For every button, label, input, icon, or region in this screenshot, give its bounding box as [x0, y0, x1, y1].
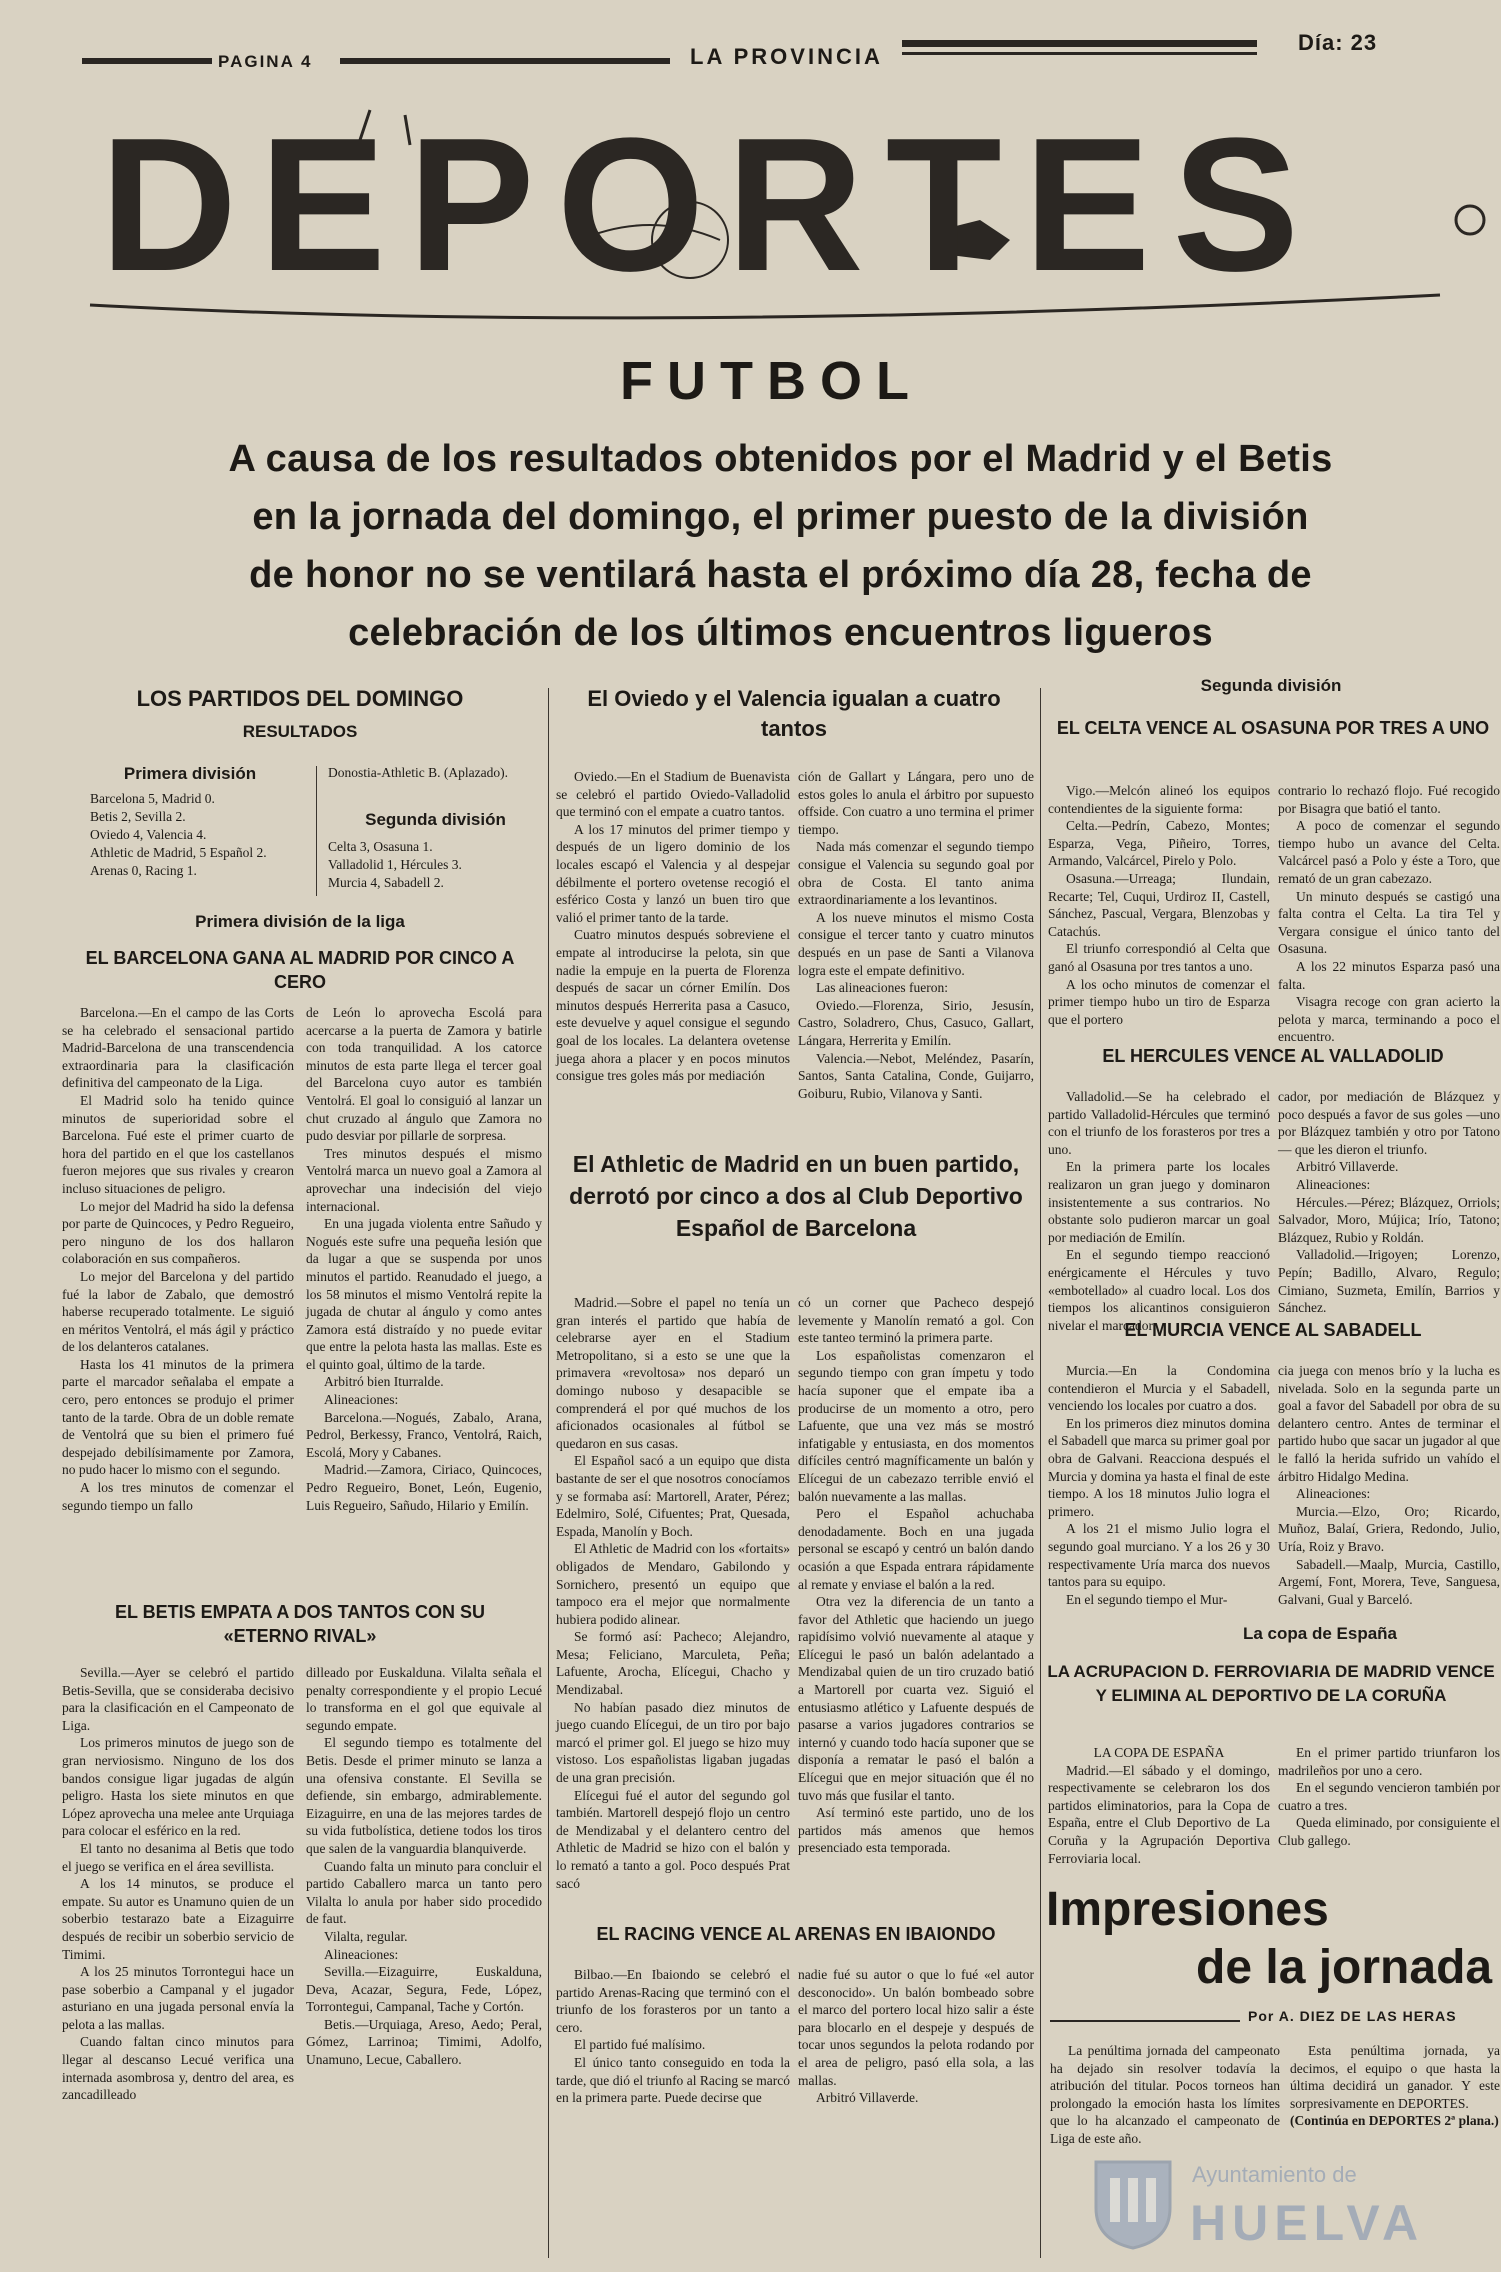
paragraph: Alineaciones: — [1296, 1486, 1371, 1502]
paragraph: Cuatro minutos después sobreviene el empate al introducirse la pelota, sin que nadie la empuje en la puerta de Florenza después de sacar un córner Emilín. Dos minutos después Herrerita pasa a Casuco, este devuelve y aquel consigue el segundo goal de los locales. La delantera ovetense juega ahora a placer y en pocos minutos consigue tres goles más por mediación — [556, 927, 790, 1084]
paragraph: En una jugada violenta entre Sañudo y Nogués este sufre una pequeña lesión que da lugar a que se suspenda por unos minutos el partido. Reanudado el juego, a los 58 minutos el mismo Ventolrá repite la jugada de chutar al ángulo y como antes Zamora está distraído y no puede evitar que entre la pelota hasta las mallas. Este es el quinto goal, último de la tarde. — [306, 1216, 542, 1372]
paragraph: Hércules.—Pérez; Blázquez, Orriols; Salvador, Moro, Mújica; Irío, Tatono; Blázquez, Rubio y Roldán. — [1278, 1194, 1500, 1245]
section-title: DEPORTES — [100, 99, 1322, 311]
athletic-col-2 — [798, 1294, 1034, 1908]
paragraph: Madrid.—El sábado y el domingo, respectivamente se celebraron los dos partidos eliminatorios, para la Copa de España, entre el Club Deportivo de La Coruña y la Agrupación Deportiva Ferroviaria local. — [1048, 1762, 1270, 1866]
main-headline-line-1: A causa de los resultados obtenidos por el Madrid y el Betis — [228, 438, 1333, 480]
paragraph: Cuando falta un minuto para concluir el partido Caballero marca un tanto pero Vilalta lo anula por haber sido procedido de faut. — [306, 1858, 542, 1927]
paragraph: Un minuto después se castigó una falta contra el Celta. La tira Tel y Vergara consigue el único tanto del Osasuna. — [1278, 888, 1500, 957]
celta-headline: EL CELTA VENCE AL OSASUNA POR TRES A UNO — [1056, 718, 1490, 738]
paragraph: A los 21 el mismo Julio logra el segundo goal murciano. Y a los 26 y 30 respectivamente Uría marca dos nuevos tantos para su equipo. — [1048, 1521, 1270, 1590]
paragraph: Arbitró Villaverde. — [816, 2090, 919, 2106]
paragraph: Barcelona.—En el campo de las Corts se ha celebrado el sensacional partido Madrid-Barcelona de una transcendencia extraordinaria para la clasificación definitiva del campeonato de la Liga. — [62, 1005, 294, 1091]
main-headline-line-2: en la jornada del domingo, el primer puesto de la división — [252, 496, 1309, 538]
paragraph: ción de Gallart y Lángara, pero uno de estos goles lo anula el árbitro por supuesto offside. Con cuatro a uno termina el primer tiempo. — [798, 769, 1034, 837]
masthead-rule-right — [902, 40, 1257, 47]
paragraph: Vilalta, regular. — [324, 1928, 408, 1944]
paragraph: A los ocho minutos de comenzar el primer tiempo hubo un tiro de Esparza que el portero — [1048, 976, 1270, 1027]
paragraph: En el primer partido triunfaron los madrileños por uno a cero. — [1278, 1745, 1500, 1778]
paragraph: nadie fué su autor o que lo fué «el autor desconocido». Un balón bombeado sobre el marco del portero local hizo salir a éste para blocarlo en el despeje y después de tocar unos segundos la pelota rodando por el area de peligro, pasó ella sola, a las mallas. — [798, 1967, 1034, 2088]
paragraph: Osasuna.—Urreaga; Ilundain, Recarte; Tel, Cuqui, Urdiroz II, Castell, Sánchez, Pascual, Vergara, Blenzobas y Catachús. — [1048, 870, 1270, 939]
paragraph: Nada más comenzar el segundo tiempo consigue el Valencia su segundo goal por obra de Costa. El tanto anima extraordinariamente a los levantinos. — [798, 839, 1034, 908]
result-item: Valladolid 1, Hércules 3. — [328, 857, 462, 872]
result-item: Murcia 4, Sabadell 2. — [328, 875, 444, 890]
paper-name: LA PROVINCIA — [690, 44, 883, 69]
paragraph: Lo mejor del Madrid ha sido la defensa por parte de Quincoces, y Pedro Regueiro, pero ninguno de los dos hallaron colaboración en sus compañeros. — [62, 1198, 294, 1267]
impresiones-title-line-2: de la jornada — [1196, 1941, 1493, 1994]
watermark — [1090, 2148, 1490, 2258]
paragraph: En el segundo tiempo el Mur- — [1066, 1591, 1228, 1607]
sport-title: FUTBOL — [620, 351, 923, 411]
athletic-headline: El Athletic de Madrid en un buen partido, derrotó por cinco a dos al Club Deportivo Español de Barcelona — [569, 1151, 1023, 1241]
paragraph: El Athletic de Madrid con los «fortaits» obligados de Mendaro, Gabilondo y Sornichero, presentó un equipo que tampoco era el mejor que normalmente hubiera podido alinear. — [556, 1541, 790, 1627]
paragraph: No habían pasado diez minutos de juego cuando Elícegui, de un tiro por bajo marcó el primer gol. El juego se hizo muy vistoso. Los españolistas ligaban jugadas de una gran precisión. — [556, 1699, 790, 1786]
celta-col-1 — [1048, 782, 1270, 1032]
paragraph: Visagra recoge con gran acierto la pelota y marca, terminando a poco el encuentro. — [1278, 994, 1500, 1045]
watermark-line-1: Ayuntamiento de — [1192, 2162, 1357, 2187]
masthead-rule-right2 — [902, 52, 1257, 55]
hercules-headline: EL HERCULES VENCE AL VALLADOLID — [1102, 1046, 1444, 1066]
page-label: PAGINA 4 — [218, 52, 313, 71]
racing-col-2 — [798, 1966, 1034, 2136]
main-headline-line-4: celebración de los últimos encuentros ligueros — [348, 612, 1213, 654]
paragraph: dilleado por Euskalduna. Vilalta señala el penalty correspondiente y el propio Lecué lo transforma en el gol que equivale al segundo empate. — [306, 1665, 542, 1733]
paragraph: El segundo tiempo es totalmente del Betis. Desde el primer minuto se lanza a una ofensiva constante. El Sevilla se defiende, sin embargo, admirablemente. Eizaguirre, en una de las mejores tardes de su vida futbolística, detiene todos los tiros que salen de la vanguardia blanquiverde. — [306, 1735, 542, 1856]
celta-col-2 — [1278, 782, 1500, 1045]
betis-col-1 — [62, 1664, 294, 2260]
paragraph: cia juega con menos brío y la lucha es nivelada. Solo en la segunda parte un goal a favor del Sabadell por obra de su delantero centro. Antes de terminar el partido hubo que sacar un jugador al que le falló la herida sufrido un vahído el árbitro Hidalgo Medina. — [1278, 1363, 1500, 1484]
murcia-col-2 — [1278, 1362, 1500, 1607]
paragraph: El único tanto conseguido en toda la tarde, que dió el triunfo al Racing se marcó en la primera parte. Puede decirse que — [556, 2054, 790, 2106]
masthead-rule-left — [82, 58, 212, 64]
paragraph: El Español sacó a un equipo que dista bastante de ser el que nosotros conocíamos y se formaba así: Martorell, Arater, Pérez; Edelmiro, Solé, Cifuentes; Prat, Quesada, Espada, Manolín y Boch. — [556, 1453, 790, 1539]
paragraph: En la primera parte los locales realizaron un gran juego y dominaron insistentemente a sus contrarios. No obstante solo pudieron marcar un goal por mediación de Emilín. — [1048, 1159, 1270, 1245]
athletic-col-1 — [556, 1294, 790, 1908]
paragraph: Celta.—Pedrín, Cabezo, Montes; Esparza, Vega, Piñeiro, Torres, Armando, Valcárcel, Pirelo y Polo. — [1048, 818, 1270, 869]
result-item: Betis 2, Sevilla 2. — [90, 809, 186, 824]
hercules-col-2 — [1278, 1088, 1500, 1316]
column-divider-1 — [548, 688, 549, 2258]
day-label: Día: 23 — [1298, 30, 1378, 55]
byline-rule — [1050, 2020, 1240, 2022]
paragraph: Alineaciones: — [324, 1946, 399, 1962]
barcelona-col-1 — [62, 1004, 294, 1540]
result-item: Oviedo 4, Valencia 4. — [90, 827, 207, 842]
copa-label: La copa de España — [1243, 1624, 1397, 1643]
ferroviaria-col-2 — [1278, 1744, 1500, 1874]
paragraph: A los tres minutos de comenzar el segundo tiempo un fallo — [62, 1480, 294, 1513]
betis-headline: EL BETIS EMPATA A DOS TANTOS CON SU «ETERNO RIVAL» — [114, 1602, 486, 1646]
paragraph: Sevilla.—Ayer se celebró el partido Betis-Sevilla, que se consideraba decisivo para la clasificación en el Campeonato de Liga. — [62, 1665, 294, 1733]
hercules-col-1 — [1048, 1088, 1270, 1333]
primera-liga-label: Primera división de la liga — [195, 912, 405, 931]
paragraph: Hasta los 41 minutos de la primera parte el marcador señalaba el empate a cero, pero entonces se produjo el primer tanto de la tarde. Obra de un doble remate de Ventolrá que su bien el primero fué despejado debilísimamente por Zamora, no pudo hacer lo mismo con el segundo. — [62, 1356, 294, 1478]
paragraph: Oviedo.—Florenza, Sirio, Jesusín, Castro, Soladrero, Chus, Casuco, Gallart, Lángara, Herrerita y Emilín. — [798, 997, 1034, 1048]
paragraph: Betis.—Urquiaga, Areso, Aedo; Peral, Gómez, Larrinoa; Timimi, Adolfo, Unamuno, Lecue, Caballero. — [306, 2016, 542, 2068]
paragraph: Bilbao.—En Ibaiondo se celebró el partido Arenas-Racing que terminó con el triunfo de los forasteros por un tanto a cero. — [556, 1967, 790, 2035]
paragraph: En los primeros diez minutos domina el Sabadell que marca su primer goal por obra de Galvani. Reacciona después el Murcia y domina ya hasta el final de este tiempo. A los 18 minutos Julio logra el primero. — [1048, 1415, 1270, 1519]
paragraph: A los 22 minutos Esparza pasó una falta. — [1278, 958, 1500, 992]
racing-headline: EL RACING VENCE AL ARENAS EN IBAIONDO — [596, 1924, 996, 1944]
primera-results-list — [90, 790, 310, 880]
paragraph: Los españolistas comenzaron el segundo tiempo con gran ímpetu y todo hacía suponer que el empate iba a producirse de un momento a otro, pero Lafuente, que una vez más se mostró infatigable y entusiasta, en dos momentos difíciles centró magníficamente un balón y Elícegui de un cabezazo terrible envió el balón nuevamente a las mallas. — [798, 1347, 1034, 1504]
coat-of-arms-icon — [1090, 2156, 1176, 2252]
oviedo-col-1 — [556, 768, 790, 1116]
barcelona-headline: EL BARCELONA GANA AL MADRID POR CINCO A CERO — [85, 948, 515, 992]
paragraph: El Madrid solo ha tenido quince minutos de superioridad sobre el Barcelona. Fué este el primer cuarto de hora del partido en el que los castellanos fueron mejores que sus rivales y crearon incluso situaciones de peligro. — [62, 1092, 294, 1196]
barcelona-col-2 — [306, 1004, 542, 1540]
paragraph: Cuando faltan cinco minutos para llegar al descanso Lecué verifica una internada asombrosa y, dentro del area, es zancadilleado — [62, 2034, 294, 2103]
main-headline — [60, 430, 1501, 662]
paragraph: A los 25 minutos Torrontegui hace un pase soberbio a Campanal y el jugador asturiano en una jugada personal envía la pelota a las mallas. — [62, 1964, 294, 2032]
paragraph: Elícegui fué el autor del segundo gol también. Martorell despejó flojo un centro de Mendizabal y el delantero centro del Athletic de Madrid se hizo con el balón y lo remató a tanto a gol. Poco después Prat sacó — [556, 1787, 790, 1891]
results-divider — [316, 766, 317, 896]
paragraph: cador, por mediación de Blázquez y poco después a favor de sus goles —uno por Blázquez también y otro por Tatono— que les dieron el triunfo. — [1278, 1089, 1500, 1157]
paragraph: contrario lo rechazó flojo. Fué recogido por Bisagra que batió el tanto. — [1278, 783, 1500, 816]
paragraph: Valencia.—Nebot, Meléndez, Pasarín, Santos, Santa Catalina, Conde, Guijarro, Goiburu, Rubio, Vilanova y Santi. — [798, 1050, 1034, 1101]
paragraph: Murcia.—En la Condomina contendieron el Murcia y el Sabadell, venciendo los locales por cuatro a dos. — [1048, 1363, 1270, 1414]
paragraph: Madrid.—Sobre el papel no tenía un gran interés el partido que había de celebrarse ayer en el Stadium Metropolitano, si a esto se une que la primavera «revoltosa» nos deparó un domingo nuboso y desapacible se comprenderá el por qué muchos de los aficionados ocasionales al fútbol se quedaron en sus casas. — [556, 1295, 790, 1451]
paragraph: Esta penúltima jornada, ya decimos, el equipo o que hasta la última decidirá un ganador. Y este sorpresivamente en DEPORTES. — [1290, 2043, 1500, 2111]
result-item: Barcelona 5, Madrid 0. — [90, 791, 215, 806]
paragraph: A los nueve minutos el mismo Costa consigue el tercer tanto y cuatro minutos después en un pase de Santi a Vilanova logra este el empate definitivo. — [798, 909, 1034, 978]
paragraph: Tres minutos después el mismo Ventolrá marca un nuevo goal a Zamora al aprovechar una indecisión del viejo internacional. — [306, 1145, 542, 1214]
column-divider-2 — [1040, 688, 1041, 2258]
paragraph: A poco de comenzar el segundo tiempo hubo un avance del Celta. Valcárcel pasó a Polo y éste a Toro, que remató de un gran cabezazo. — [1278, 818, 1500, 886]
paragraph: Sabadell.—Maalp, Murcia, Castillo, Argemí, Font, Morera, Teve, Sanguesa, Galvani, Gual y Barceló. — [1278, 1556, 1500, 1607]
paragraph: Los primeros minutos de juego son de gran nerviosismo. Ninguno de los dos bandos consigue ligar jugadas de algún peligro. Hasta los siete minutos en que López aprovecha una melee ante Urquiaga para colocar el esférico en la red. — [62, 1735, 294, 1839]
paragraph: LA COPA DE ESPAÑA — [1093, 1745, 1225, 1760]
betis-col-2 — [306, 1664, 542, 2260]
paragraph: de León lo aprovecha Escolá para acercarse a la puerta de Zamora y batirle con toda tranquilidad. A los catorce minutos de esta parte llega el tercer goal del Barcelona cuyo autor es también Ventolrá. El goal lo consiguió al lanzar un chut cruzado al ángulo que Zamora no pudo desviar por pillarle de sorpresa. — [306, 1005, 542, 1144]
paragraph: Queda eliminado, por consiguiente el Club gallego. — [1278, 1815, 1500, 1848]
paragraph: Valladolid.—Irigoyen; Lorenzo, Pepín; Badillo, Alvaro, Regulo; Cimiano, Suzmeta, Emilín, Barrios y Sánchez. — [1278, 1247, 1500, 1316]
result-item: Celta 3, Osasuna 1. — [328, 839, 433, 854]
continued-note: (Continúa en DEPORTES 2ª plana.) — [1290, 2113, 1499, 2129]
paragraph: Vigo.—Melcón alineó los equipos contendientes de la siguiente forma: — [1048, 783, 1270, 816]
segunda-results-list — [328, 838, 543, 892]
paragraph: Alineaciones: — [1296, 1176, 1371, 1192]
paragraph: Así terminó este partido, uno de los partidos más amenos que hemos presenciado esta temporada. — [798, 1805, 1034, 1856]
main-headline-line-3: de honor no se ventilará hasta el próximo día 28, fecha de — [249, 554, 1312, 596]
paragraph: Madrid.—Zamora, Ciriaco, Quincoces, Pedro Regueiro, Bonet, León, Eugenio, Luis Regueiro, Sañudo, Hilario y Emilín. — [306, 1462, 542, 1513]
murcia-col-1 — [1048, 1362, 1270, 1607]
result-item: Athletic de Madrid, 5 Español 2. — [90, 845, 267, 860]
impresiones-byline: Por A. DIEZ DE LAS HERAS — [1248, 2008, 1457, 2024]
oviedo-col-2 — [798, 768, 1034, 1116]
paragraph: El triunfo correspondió al Celta que ganó al Osasuna por tres tantos a uno. — [1048, 941, 1270, 974]
segunda-title: Segunda división — [365, 810, 506, 829]
paragraph: Otra vez la diferencia de un tanto a favor del Athletic que haciendo un juego rapidísimo volvió nuevamente al ataque y Elícegui le pasó un balón adelantado a Mendizabal quien de un tiro cruzado batió a Martorell por cuarta vez. Siguió el entusiasmo atlético y Lafuente después de pasarse a varios jugadores contrarios se internó y cuando todo hacía suponer que se disponía a rematar le pasó el balón a Elícegui que en mejor situación que él no tuvo más que fusilar el tanto. — [798, 1594, 1034, 1803]
paragraph: Alineaciones: — [324, 1392, 399, 1408]
murcia-headline: EL MURCIA VENCE AL SABADELL — [1124, 1320, 1422, 1340]
impresiones-title-line-1: Impresiones — [1046, 1883, 1329, 1936]
paragraph: Lo mejor del Barcelona y del partido fué la labor de Zabalo, que demostró haberse recuperado totalmente. Le siguió en méritos Ventolrá, el más ágil y práctico de los delanteros catalanes. — [62, 1268, 294, 1355]
paragraph: Valladolid.—Se ha celebrado el partido Valladolid-Hércules que terminó con el triunfo de los forasteros por tres a uno. — [1048, 1089, 1270, 1157]
masthead-rule-mid — [340, 58, 670, 64]
paragraph: Pero el Español achuchaba denodadamente. Boch en una jugada personal se escapó y centró un balón dando ocasión a que Espada entrara rápidamente al remate y enviase el balón a la red. — [798, 1506, 1034, 1592]
results-title: LOS PARTIDOS DEL DOMINGO — [136, 686, 464, 711]
watermark-line-2: HUELVA — [1190, 2195, 1425, 2251]
paragraph: Arbitró bien Iturralde. — [324, 1374, 444, 1390]
paragraph: Arbitró Villaverde. — [1296, 1159, 1399, 1175]
primera-note: Donostia-Athletic B. (Aplazado). — [328, 765, 508, 780]
paragraph: có un corner que Pacheco despejó levemente y Manolín remató a gol. Con este tanteo terminó la primera parte. — [798, 1295, 1034, 1346]
paragraph: El tanto no desanima al Betis que todo el juego se verifica en el área sevillista. — [62, 1840, 294, 1874]
paragraph: En el segundo tiempo reaccionó enérgicamente el Hércules y tuvo «embotellado» al cuadro local. Los dos tiempos los alicantinos consiguieron nivelar el marcador — [1048, 1247, 1270, 1333]
racing-col-1 — [556, 1966, 790, 2136]
paragraph: A los 17 minutos del primer tiempo y después de un ligero dominio de los locales escapó el Valencia y al despejar débilmente el portero ovetense recogió el esférico Costa y lanzó un buen tiro que valió el primer tanto de la tarde. — [556, 821, 790, 925]
paragraph: Barcelona.—Nogués, Zabalo, Arana, Pedrol, Berkessy, Franco, Ventolrá, Raich, Escolá, Mory y Cabanes. — [306, 1409, 542, 1460]
paragraph: Sevilla.—Eizaguirre, Euskalduna, Deva, Acazar, Segura, Fede, López, Torrontegui, Campanal, Tache y Cortón. — [306, 1964, 542, 2015]
paragraph: A los 14 minutos, se produce el empate. Su autor es Unamuno quien de un soberbio testarazo bate a Eizaguirre después de recibir un soberbio servicio de Timimi. — [62, 1876, 294, 1962]
segunda-label: Segunda división — [1200, 676, 1342, 695]
primera-title: Primera división — [123, 764, 257, 783]
result-item: Arenas 0, Racing 1. — [90, 863, 197, 878]
paragraph: La penúltima jornada del campeonato ha dejado sin resolver todavía la atribución del titular. Pocos torneos han prolongado la emoción hasta los límites que lo ha alcanzado el campeonato de Liga de este año. — [1050, 2043, 1280, 2146]
results-subtitle: RESULTADOS — [242, 722, 358, 741]
paragraph: Las alineaciones fueron: — [816, 980, 948, 996]
paragraph: El partido fué malísimo. — [574, 2037, 706, 2053]
paragraph: Murcia.—Elzo, Oro; Ricardo, Muñoz, Balaí, Griera, Redondo, Julio, Uría, Roiz y Bravo. — [1278, 1503, 1500, 1554]
oviedo-headline: El Oviedo y el Valencia igualan a cuatro tantos — [587, 686, 1001, 741]
ferroviaria-col-1 — [1048, 1744, 1270, 1874]
paragraph: En el segundo vencieron también por cuatro a tres. — [1278, 1780, 1500, 1813]
paragraph: Oviedo.—En el Stadium de Buenavista se celebró el partido Oviedo-Valladolid que terminó con el empate a cuatro tantos. — [556, 769, 790, 820]
ferroviaria-headline: LA ACRUPACION D. FERROVIARIA DE MADRID VENCE Y ELIMINA AL DEPORTIVO DE LA CORUÑA — [1047, 1662, 1495, 1705]
paragraph: Se formó así: Pacheco; Alejandro, Mesa; Feliciano, Marculeta, Peña; Lafuente, Arocha, Elícegui, Chacho y Mendizabal. — [556, 1629, 790, 1698]
